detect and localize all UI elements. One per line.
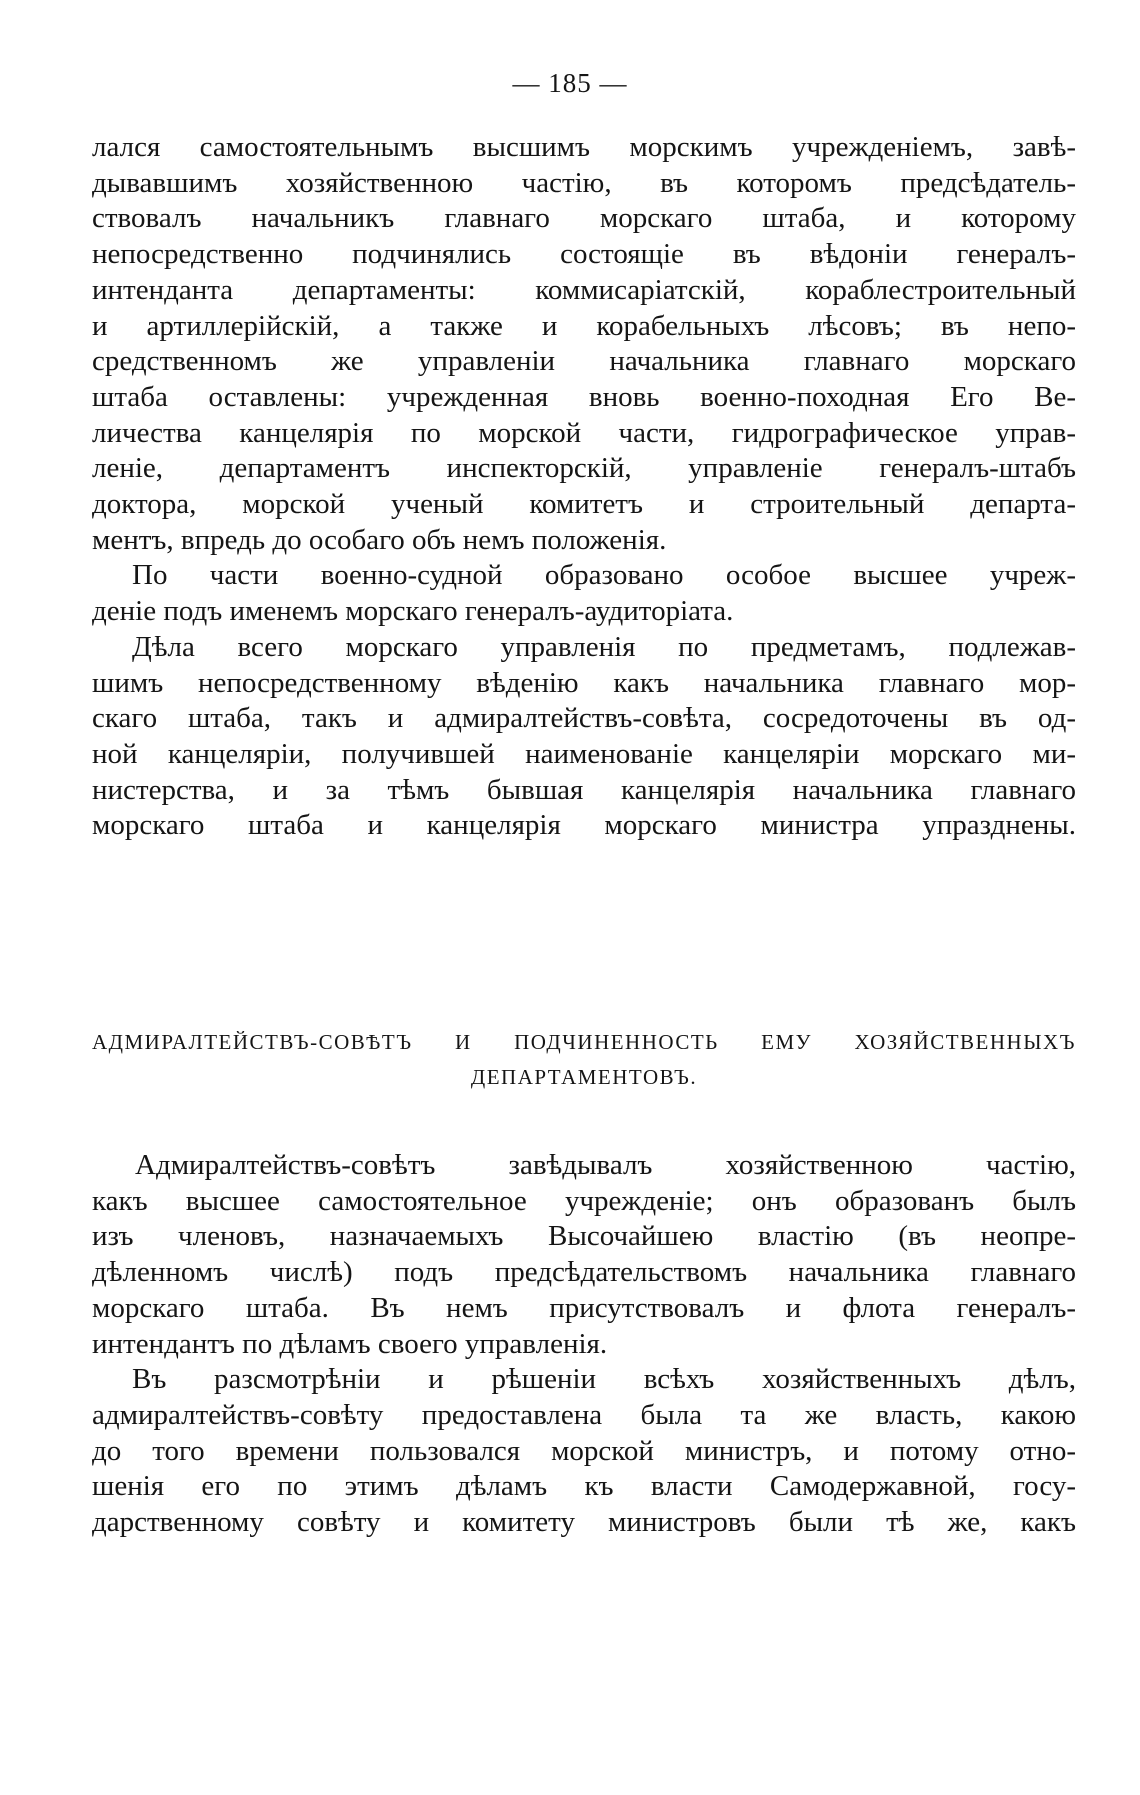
text-line: непосредственно подчинялись состоящіе въ вѣдоніи генералъ- [92, 238, 1076, 271]
text-line: Въ разсмотрѣніи и рѣшеніи всѣхъ хозяйственныхъ дѣлъ, [132, 1363, 1076, 1396]
text-line: морскаго штаба. Въ немъ присутствовалъ и флота генералъ- [92, 1291, 1076, 1324]
text-line: ствовалъ начальникъ главнаго морскаго штаба, и которому [92, 202, 1076, 235]
text-line: и артиллерійскій, а также и корабельныхъ лѣсовъ; въ непо- [92, 309, 1076, 342]
section-heading-line-2: ДЕПАРТАМЕНТОВЪ. [470, 1065, 698, 1089]
text-line: ной канцеляріи, получившей наименованіе канцеляріи морскаго ми- [92, 737, 1076, 770]
text-line: шенія его по этимъ дѣламъ къ власти Самодержавной, госу- [92, 1470, 1076, 1503]
text-line: леніе, департаментъ инспекторскій, управленіе генералъ-штабъ [92, 452, 1076, 485]
text-line: дывавшимъ хозяйственною частію, въ которомъ предсѣдатель- [92, 166, 1076, 199]
section-heading-line-1: АДМИРАЛТЕЙСТВЪ-СОВѢТЪ И ПОДЧИНЕННОСТЬ ЕМУ ХОЗЯЙСТВЕННЫХЪ [92, 1030, 1076, 1054]
text-line: личества канцелярія по морской части, гидрографическое управ- [92, 416, 1076, 449]
text-line: морскаго штаба и канцелярія морскаго министра упразднены. [92, 809, 1076, 842]
text-line: интендантъ по дѣламъ своего управленія. [92, 1327, 608, 1360]
text-line: Адмиралтействъ-совѣтъ завѣдывалъ хозяйственною частію, [135, 1149, 1076, 1181]
text-line: лался самостоятельнымъ высшимъ морскимъ учрежденіемъ, завѣ- [92, 131, 1076, 163]
text-line: штаба оставлены: учрежденная вновь военно-походная Его Ве- [92, 380, 1076, 413]
text-line: дарственному совѣту и комитету министровъ были тѣ же, какъ [92, 1506, 1076, 1539]
text-line: шимъ непосредственному вѣденію какъ начальника главнаго мор- [92, 666, 1076, 699]
text-line: доктора, морской ученый комитетъ и строительный департа- [92, 488, 1076, 521]
bottom-text-block [92, 1148, 1076, 1541]
text-line: до того времени пользовался морской министръ, и потому отно- [92, 1434, 1076, 1467]
text-line: По части военно-судной образовано особое высшее учреж- [132, 559, 1076, 592]
text-line: изъ членовъ, назначаемыхъ Высочайшею властію (въ неопре- [92, 1220, 1076, 1253]
text-line: интенданта департаменты: коммисаріатскій, кораблестроительный [92, 273, 1076, 306]
text-line: дѣленномъ числѣ) подъ предсѣдательствомъ начальника главнаго [92, 1256, 1076, 1289]
text-line: скаго штаба, такъ и адмиралтействъ-совѣта, сосредоточены въ од- [92, 702, 1076, 735]
text-line: деніе подъ именемъ морскаго генералъ-аудиторіата. [92, 595, 734, 628]
text-line: средственномъ же управленіи начальника главнаго морскаго [92, 345, 1076, 378]
text-line: Дѣла всего морскаго управленія по предметамъ, подлежав- [132, 630, 1076, 663]
text-line: нистерства, и за тѣмъ бывшая канцелярія начальника главнаго [92, 773, 1076, 806]
page-number: — 185 — [512, 68, 628, 98]
text-line: адмиралтействъ-совѣту предоставлена была та же власть, какою [92, 1398, 1076, 1431]
text-line: ментъ, впредь до особаго объ немъ положенія. [92, 523, 667, 556]
section-heading [92, 0, 1076, 1095]
text-line: какъ высшее самостоятельное учрежденіе; онъ образованъ былъ [92, 1184, 1076, 1217]
